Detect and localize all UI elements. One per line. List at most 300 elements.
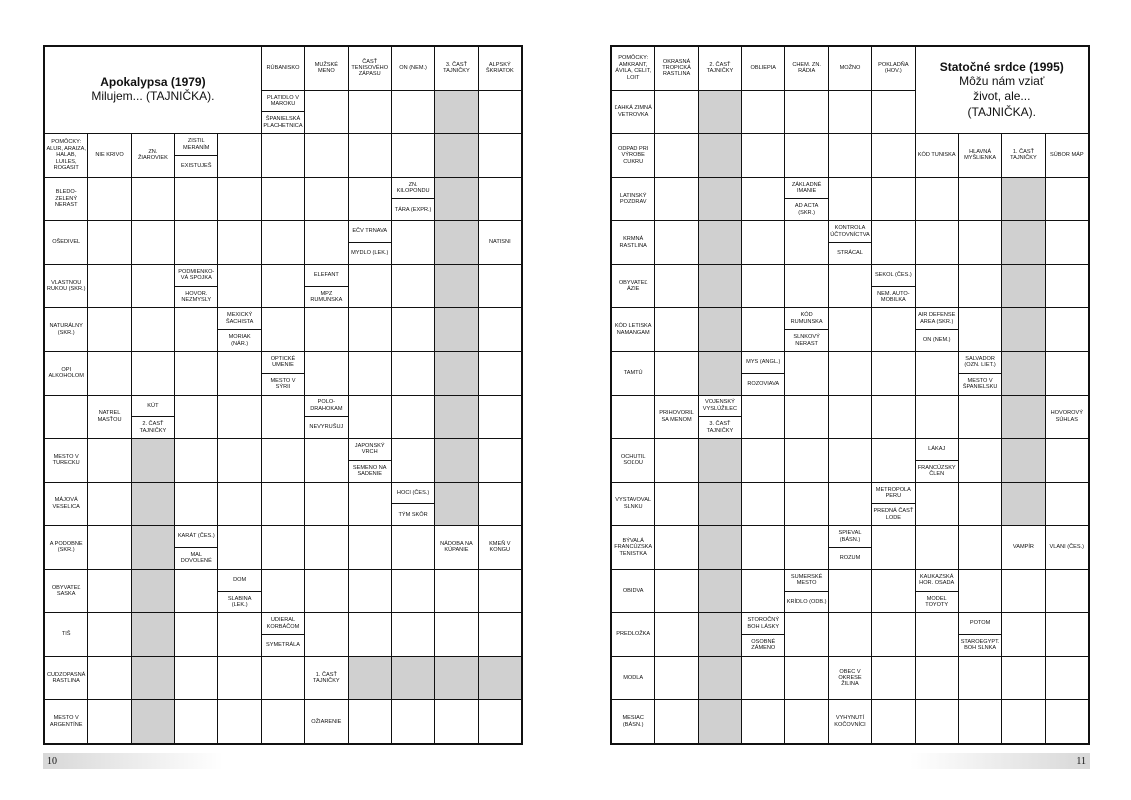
answer-cell[interactable]: [218, 526, 260, 569]
answer-cell[interactable]: [479, 352, 521, 395]
answer-cell[interactable]: [175, 396, 217, 439]
answer-cell[interactable]: [479, 265, 521, 308]
answer-cell[interactable]: [88, 439, 130, 482]
answer-cell[interactable]: [305, 221, 347, 264]
answer-cell[interactable]: [392, 134, 434, 177]
answer-cell[interactable]: [262, 396, 304, 439]
answer-cell[interactable]: [305, 308, 347, 351]
answer-cell[interactable]: [218, 613, 260, 656]
answer-cell[interactable]: [262, 700, 304, 743]
answer-cell[interactable]: [959, 526, 1001, 569]
shaded-answer-cell[interactable]: [1002, 483, 1044, 526]
shaded-answer-cell[interactable]: [435, 265, 477, 308]
answer-cell[interactable]: [88, 352, 130, 395]
answer-cell[interactable]: [175, 308, 217, 351]
answer-cell[interactable]: [392, 439, 434, 482]
answer-cell[interactable]: [829, 265, 871, 308]
answer-cell[interactable]: [872, 91, 914, 134]
answer-cell[interactable]: [655, 265, 697, 308]
clue-cell: TIŠ: [45, 613, 87, 656]
answer-cell[interactable]: [829, 570, 871, 613]
clue-top: SUMERSKÉ MESTO: [785, 570, 827, 592]
answer-cell[interactable]: [959, 700, 1001, 743]
shaded-answer-cell[interactable]: [435, 483, 477, 526]
clue-bottom: MODEL TOYOTY: [925, 595, 949, 608]
answer-cell[interactable]: [785, 526, 827, 569]
clue-cell: [916, 308, 958, 351]
answer-cell[interactable]: [218, 352, 260, 395]
answer-cell[interactable]: [88, 700, 130, 743]
answer-cell[interactable]: [175, 178, 217, 221]
answer-cell[interactable]: [132, 221, 174, 264]
clue-cell: [959, 352, 1001, 395]
shaded-answer-cell[interactable]: [132, 526, 174, 569]
answer-cell[interactable]: [305, 178, 347, 221]
clue-cell: [785, 308, 827, 351]
answer-cell[interactable]: [479, 178, 521, 221]
shaded-answer-cell[interactable]: [1002, 396, 1044, 439]
answer-cell[interactable]: [959, 265, 1001, 308]
clue-cell: NÁDOBA NA KÚPANIE: [435, 526, 477, 569]
answer-cell[interactable]: [655, 308, 697, 351]
answer-cell[interactable]: [829, 134, 871, 177]
answer-cell[interactable]: [829, 483, 871, 526]
clue-cell: [916, 439, 958, 482]
answer-cell[interactable]: [785, 221, 827, 264]
clue-cell: MÁJOVÁ VESELICA: [45, 483, 87, 526]
answer-cell[interactable]: [872, 308, 914, 351]
answer-cell[interactable]: [785, 657, 827, 700]
answer-cell[interactable]: [785, 439, 827, 482]
answer-cell[interactable]: [218, 221, 260, 264]
answer-cell[interactable]: [305, 134, 347, 177]
answer-cell[interactable]: [655, 221, 697, 264]
shaded-answer-cell[interactable]: [435, 352, 477, 395]
answer-cell[interactable]: [655, 657, 697, 700]
answer-cell[interactable]: [88, 178, 130, 221]
answer-cell[interactable]: [916, 178, 958, 221]
answer-cell[interactable]: [1046, 178, 1088, 221]
answer-cell[interactable]: [392, 91, 434, 134]
shaded-answer-cell[interactable]: [132, 613, 174, 656]
answer-cell[interactable]: [742, 396, 784, 439]
answer-cell[interactable]: [349, 178, 391, 221]
clue-cell: [699, 396, 741, 439]
answer-cell[interactable]: [959, 439, 1001, 482]
answer-cell[interactable]: [742, 700, 784, 743]
answer-cell[interactable]: [435, 700, 477, 743]
answer-cell[interactable]: [218, 265, 260, 308]
answer-cell[interactable]: [262, 265, 304, 308]
answer-cell[interactable]: [785, 265, 827, 308]
answer-cell[interactable]: [829, 439, 871, 482]
shaded-answer-cell[interactable]: [435, 134, 477, 177]
shaded-answer-cell[interactable]: [699, 265, 741, 308]
answer-cell[interactable]: [742, 91, 784, 134]
answer-cell[interactable]: [479, 308, 521, 351]
answer-cell[interactable]: [479, 439, 521, 482]
answer-cell[interactable]: [132, 352, 174, 395]
shaded-answer-cell[interactable]: [132, 483, 174, 526]
answer-cell[interactable]: [305, 526, 347, 569]
shaded-answer-cell[interactable]: [1002, 178, 1044, 221]
answer-cell[interactable]: [1002, 613, 1044, 656]
clue-bottom: TÁRA (EXPR.): [394, 206, 432, 213]
answer-cell[interactable]: [742, 308, 784, 351]
clue-cell: ODPAD PRI VÝROBE CUKRU: [612, 134, 654, 177]
answer-cell[interactable]: [349, 396, 391, 439]
answer-cell[interactable]: [655, 178, 697, 221]
answer-cell[interactable]: [262, 439, 304, 482]
answer-cell[interactable]: [349, 570, 391, 613]
shaded-answer-cell[interactable]: [349, 657, 391, 700]
answer-cell[interactable]: [785, 134, 827, 177]
answer-cell[interactable]: [305, 439, 347, 482]
answer-cell[interactable]: [959, 657, 1001, 700]
answer-cell[interactable]: [655, 134, 697, 177]
answer-cell[interactable]: [88, 570, 130, 613]
answer-cell[interactable]: [88, 657, 130, 700]
answer-cell[interactable]: [959, 570, 1001, 613]
shaded-answer-cell[interactable]: [1002, 265, 1044, 308]
answer-cell[interactable]: [88, 483, 130, 526]
answer-cell[interactable]: [392, 700, 434, 743]
answer-cell[interactable]: [132, 178, 174, 221]
clue-bottom: MPZ RUMUNSKA: [310, 290, 343, 303]
answer-cell[interactable]: [959, 483, 1001, 526]
answer-cell[interactable]: [785, 396, 827, 439]
answer-cell[interactable]: [1046, 265, 1088, 308]
clue-cell: KÓD TUNISKA: [916, 134, 958, 177]
clue-top: ZÁKLADNÉ IMANIE: [785, 178, 827, 200]
clue-cell: KÓD LETISKA NAMANGAM: [612, 308, 654, 351]
shaded-answer-cell[interactable]: [1002, 221, 1044, 264]
answer-cell[interactable]: [872, 352, 914, 395]
answer-cell[interactable]: [916, 613, 958, 656]
answer-cell[interactable]: [175, 439, 217, 482]
answer-cell[interactable]: [262, 570, 304, 613]
shaded-answer-cell[interactable]: [699, 178, 741, 221]
shaded-answer-cell[interactable]: [699, 657, 741, 700]
answer-cell[interactable]: [829, 352, 871, 395]
shaded-answer-cell[interactable]: [132, 439, 174, 482]
clue-bottom: MORIAK (NÁR.): [228, 334, 251, 347]
clue-cell: 2. ČASŤ TAJNIČKY: [699, 47, 741, 90]
answer-cell[interactable]: [829, 91, 871, 134]
answer-cell[interactable]: [742, 526, 784, 569]
answer-cell[interactable]: [829, 396, 871, 439]
clue-cell: [132, 396, 174, 439]
answer-cell[interactable]: [655, 483, 697, 526]
answer-cell[interactable]: [435, 570, 477, 613]
answer-cell[interactable]: [959, 308, 1001, 351]
answer-cell[interactable]: [305, 483, 347, 526]
answer-cell[interactable]: [305, 613, 347, 656]
answer-cell[interactable]: [262, 483, 304, 526]
shaded-answer-cell[interactable]: [699, 221, 741, 264]
answer-cell[interactable]: [916, 526, 958, 569]
puzzle-title: Apokalypsa (1979): [100, 75, 206, 90]
answer-cell[interactable]: [349, 134, 391, 177]
answer-cell[interactable]: [392, 570, 434, 613]
clue-bottom: ROZUM: [839, 555, 861, 562]
clue-cell: [218, 570, 260, 613]
answer-cell[interactable]: [349, 352, 391, 395]
answer-cell[interactable]: [742, 657, 784, 700]
answer-cell[interactable]: [1002, 570, 1044, 613]
clue-cell: [305, 265, 347, 308]
answer-cell[interactable]: [1046, 570, 1088, 613]
answer-cell[interactable]: [392, 526, 434, 569]
answer-cell[interactable]: [742, 178, 784, 221]
answer-cell[interactable]: [218, 700, 260, 743]
answer-cell[interactable]: [349, 265, 391, 308]
answer-cell[interactable]: [742, 439, 784, 482]
answer-cell[interactable]: [88, 613, 130, 656]
answer-cell[interactable]: [132, 308, 174, 351]
shaded-answer-cell[interactable]: [132, 700, 174, 743]
answer-cell[interactable]: [305, 570, 347, 613]
shaded-answer-cell[interactable]: [435, 439, 477, 482]
answer-cell[interactable]: [175, 613, 217, 656]
clue-bottom: MYDLO (LEK.): [351, 250, 389, 257]
answer-cell[interactable]: [785, 613, 827, 656]
answer-cell[interactable]: [916, 657, 958, 700]
answer-cell[interactable]: [218, 396, 260, 439]
answer-cell[interactable]: [392, 265, 434, 308]
answer-cell[interactable]: [872, 134, 914, 177]
answer-cell[interactable]: [262, 178, 304, 221]
answer-cell[interactable]: [88, 308, 130, 351]
answer-cell[interactable]: [218, 483, 260, 526]
clue-cell: 3. ČASŤ TAJNIČKY: [435, 47, 477, 90]
shaded-answer-cell[interactable]: [1002, 439, 1044, 482]
answer-cell[interactable]: [785, 700, 827, 743]
puzzle-title-block: [916, 47, 1088, 133]
answer-cell[interactable]: [916, 396, 958, 439]
answer-cell[interactable]: [175, 657, 217, 700]
answer-cell[interactable]: [959, 221, 1001, 264]
puzzle-subtitle: Milujem... (TAJNIČKA).: [91, 89, 215, 104]
answer-cell[interactable]: [305, 91, 347, 134]
answer-cell[interactable]: [175, 700, 217, 743]
answer-cell[interactable]: [872, 657, 914, 700]
answer-cell[interactable]: [175, 221, 217, 264]
answer-cell[interactable]: [1046, 657, 1088, 700]
answer-cell[interactable]: [262, 657, 304, 700]
clue-top: ZISTIL MERANÍM: [175, 134, 217, 156]
answer-cell[interactable]: [1046, 483, 1088, 526]
clue-cell: LATINSKÝ POZDRAV: [612, 178, 654, 221]
answer-cell[interactable]: [132, 265, 174, 308]
clue-cell: ČASŤ TENISOVÉHO ZÁPASU: [349, 47, 391, 90]
shaded-answer-cell[interactable]: [699, 439, 741, 482]
answer-cell[interactable]: [175, 483, 217, 526]
answer-cell[interactable]: [479, 613, 521, 656]
answer-cell[interactable]: [916, 483, 958, 526]
answer-cell[interactable]: [479, 483, 521, 526]
answer-cell[interactable]: [479, 396, 521, 439]
answer-cell[interactable]: [959, 178, 1001, 221]
shaded-answer-cell[interactable]: [1002, 308, 1044, 351]
answer-cell[interactable]: [479, 700, 521, 743]
shaded-answer-cell[interactable]: [699, 91, 741, 134]
clue-top: PLATIDLO V MAROKU: [262, 91, 304, 113]
shaded-answer-cell[interactable]: [699, 352, 741, 395]
clue-bottom: HOVOR. NEZMYSLY: [181, 290, 212, 303]
answer-cell[interactable]: [829, 613, 871, 656]
clue-top: VOJENSKÝ VYSLÚŽILEC: [699, 396, 741, 418]
answer-cell[interactable]: [742, 483, 784, 526]
answer-cell[interactable]: [218, 134, 260, 177]
answer-cell[interactable]: [655, 352, 697, 395]
shaded-answer-cell[interactable]: [435, 221, 477, 264]
answer-cell[interactable]: [1046, 352, 1088, 395]
answer-cell[interactable]: [392, 221, 434, 264]
answer-cell[interactable]: [262, 308, 304, 351]
answer-cell[interactable]: [872, 396, 914, 439]
answer-cell[interactable]: [392, 396, 434, 439]
answer-cell[interactable]: [655, 613, 697, 656]
answer-cell[interactable]: [1046, 221, 1088, 264]
answer-cell[interactable]: [916, 265, 958, 308]
shaded-answer-cell[interactable]: [699, 570, 741, 613]
clue-top: POTOM: [959, 613, 1001, 635]
shaded-answer-cell[interactable]: [479, 657, 521, 700]
answer-cell[interactable]: [785, 91, 827, 134]
clue-cell: [785, 178, 827, 221]
answer-cell[interactable]: [655, 439, 697, 482]
answer-cell[interactable]: [742, 570, 784, 613]
answer-cell[interactable]: [175, 570, 217, 613]
answer-cell[interactable]: [88, 526, 130, 569]
answer-cell[interactable]: [392, 352, 434, 395]
answer-cell[interactable]: [349, 91, 391, 134]
answer-cell[interactable]: [88, 265, 130, 308]
clue-cell: [872, 483, 914, 526]
answer-cell[interactable]: [872, 700, 914, 743]
shaded-answer-cell[interactable]: [1002, 352, 1044, 395]
clue-bottom: SLNKOVÝ NERAST: [793, 334, 820, 347]
answer-cell[interactable]: [305, 352, 347, 395]
clue-cell: OBEC V OKRESE ŽILINA: [829, 657, 871, 700]
answer-cell[interactable]: [1046, 700, 1088, 743]
answer-cell[interactable]: [655, 700, 697, 743]
shaded-answer-cell[interactable]: [435, 91, 477, 134]
clue-cell: CUDZOPASNÁ RASTLINA: [45, 657, 87, 700]
answer-cell[interactable]: [479, 570, 521, 613]
answer-cell[interactable]: [45, 396, 87, 439]
answer-cell[interactable]: [872, 613, 914, 656]
shaded-answer-cell[interactable]: [435, 308, 477, 351]
answer-cell[interactable]: [959, 396, 1001, 439]
clue-cell: A PODOBNE (SKR.): [45, 526, 87, 569]
clue-cell: OBYVATEĽ ÁZIE: [612, 265, 654, 308]
clue-bottom: SYMETRÁLA: [266, 642, 300, 649]
answer-cell[interactable]: [349, 526, 391, 569]
answer-cell[interactable]: [262, 526, 304, 569]
answer-cell[interactable]: [88, 221, 130, 264]
clue-top: OPTICKÉ UMENIE: [262, 352, 304, 374]
answer-cell[interactable]: [479, 91, 521, 134]
clue-bottom: TÝM SKÔR: [398, 511, 428, 518]
answer-cell[interactable]: [829, 178, 871, 221]
shaded-answer-cell[interactable]: [392, 657, 434, 700]
shaded-answer-cell[interactable]: [699, 526, 741, 569]
answer-cell[interactable]: [916, 700, 958, 743]
answer-cell[interactable]: [479, 134, 521, 177]
answer-cell[interactable]: [1002, 657, 1044, 700]
answer-cell[interactable]: [1046, 308, 1088, 351]
shaded-answer-cell[interactable]: [699, 308, 741, 351]
answer-cell[interactable]: [785, 352, 827, 395]
answer-cell[interactable]: [1046, 439, 1088, 482]
clue-cell: [785, 570, 827, 613]
answer-cell[interactable]: [349, 700, 391, 743]
answer-cell[interactable]: [218, 439, 260, 482]
answer-cell[interactable]: [872, 439, 914, 482]
answer-cell[interactable]: [435, 613, 477, 656]
answer-cell[interactable]: [262, 221, 304, 264]
answer-cell[interactable]: [872, 526, 914, 569]
clue-cell: VAMPÍR: [1002, 526, 1044, 569]
answer-cell[interactable]: [612, 396, 654, 439]
shaded-answer-cell[interactable]: [699, 613, 741, 656]
answer-cell[interactable]: [349, 613, 391, 656]
shaded-answer-cell[interactable]: [435, 178, 477, 221]
answer-cell[interactable]: [262, 134, 304, 177]
shaded-answer-cell[interactable]: [435, 657, 477, 700]
shaded-answer-cell[interactable]: [699, 700, 741, 743]
clue-bottom: KRÍDLO (ODB.): [786, 598, 827, 605]
clue-bottom: 3. ČASŤ TAJNIČKY: [706, 421, 734, 434]
answer-cell[interactable]: [655, 91, 697, 134]
answer-cell[interactable]: [1002, 700, 1044, 743]
answer-cell[interactable]: [872, 178, 914, 221]
clue-bottom: MESTO V SÝRII: [270, 377, 296, 391]
clue-cell: [916, 570, 958, 613]
answer-cell[interactable]: [218, 657, 260, 700]
clue-bottom: MAL DOVOLENÉ: [180, 551, 212, 565]
answer-cell[interactable]: [655, 526, 697, 569]
shaded-answer-cell[interactable]: [132, 657, 174, 700]
answer-cell[interactable]: [872, 570, 914, 613]
clue-cell: CHEM. ZN. RÁDIA: [785, 47, 827, 90]
shaded-answer-cell[interactable]: [699, 483, 741, 526]
crossword-grid-left: [43, 45, 523, 745]
answer-cell[interactable]: [742, 265, 784, 308]
answer-cell[interactable]: [349, 483, 391, 526]
answer-cell[interactable]: [742, 134, 784, 177]
answer-cell[interactable]: [916, 221, 958, 264]
answer-cell[interactable]: [1046, 613, 1088, 656]
answer-cell[interactable]: [742, 221, 784, 264]
answer-cell[interactable]: [392, 308, 434, 351]
answer-cell[interactable]: [218, 178, 260, 221]
answer-cell[interactable]: [916, 352, 958, 395]
clue-cell: [218, 308, 260, 351]
shaded-answer-cell[interactable]: [435, 396, 477, 439]
answer-cell[interactable]: [175, 352, 217, 395]
shaded-answer-cell[interactable]: [132, 570, 174, 613]
answer-cell[interactable]: [785, 483, 827, 526]
answer-cell[interactable]: [392, 613, 434, 656]
answer-cell[interactable]: [349, 308, 391, 351]
shaded-answer-cell[interactable]: [699, 134, 741, 177]
answer-cell[interactable]: [655, 570, 697, 613]
answer-cell[interactable]: [872, 221, 914, 264]
answer-cell[interactable]: [829, 308, 871, 351]
